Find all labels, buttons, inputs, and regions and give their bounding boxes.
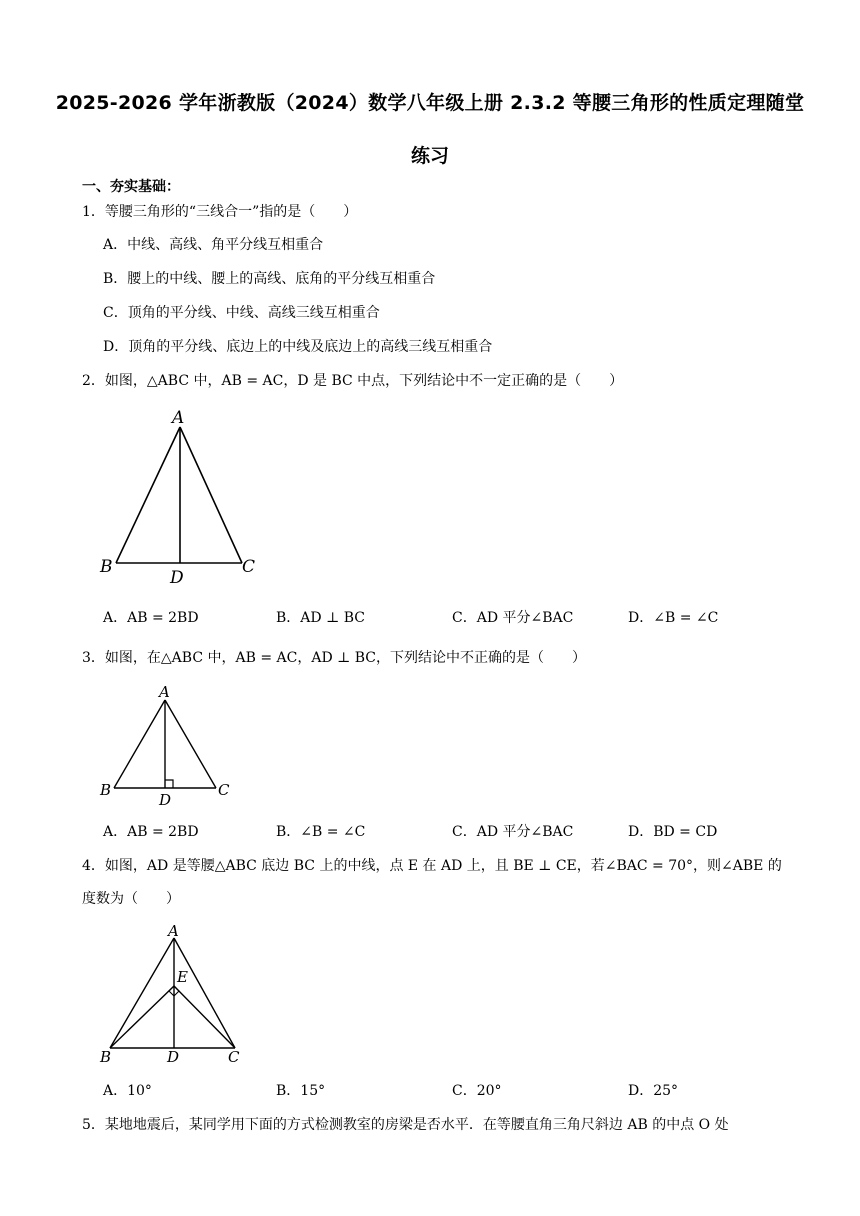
label-b: B	[100, 557, 113, 577]
page-title-continued: 练习	[410, 145, 449, 167]
question-4-stem-line-2: 度数为（ ）	[82, 891, 180, 907]
question-2-option-c: C．AD 平分∠BAC	[452, 610, 574, 626]
segment-ce	[174, 986, 235, 1048]
label-c: C	[218, 781, 230, 799]
side-ab	[116, 427, 180, 563]
question-4-stem-line-1: 4．如图，AD 是等腰△ABC 底边 BC 上的中线，点 E 在 AD 上，且 BE ⊥ CE，若∠BAC = 70°，则∠ABE 的	[82, 858, 782, 874]
question-2-option-d: D．∠B = ∠C	[628, 610, 719, 626]
right-angle-mark	[165, 780, 173, 788]
question-3-stem: 3．如图，在△ABC 中，AB = AC，AD ⊥ BC，下列结论中不正确的是（ ）	[82, 650, 587, 666]
label-e: E	[177, 968, 188, 986]
question-4-option-a: A．10°	[103, 1083, 152, 1099]
side-ab	[110, 938, 174, 1048]
question-5-stem: 5．某地地震后，某同学用下面的方式检测教室的房梁是否水平．在等腰直角三角尺斜边 AB 的中点 O 处	[82, 1117, 729, 1133]
page-title: 2025-2026 学年浙教版（2024）数学八年级上册 2.3.2 等腰三角形的性质定理随堂	[55, 92, 805, 114]
question-2-option-b: B．AD ⊥ BC	[276, 610, 365, 626]
question-3-option-b: B．∠B = ∠C	[276, 824, 366, 840]
label-c: C	[242, 557, 256, 577]
label-d: D	[167, 1048, 180, 1066]
side-ac	[174, 938, 235, 1048]
question-3-option-d: D．BD = CD	[628, 824, 718, 840]
label-a: A	[168, 922, 179, 940]
question-1-option-c: C．顶角的平分线、中线、高线三线互相重合	[103, 305, 380, 321]
question-3-option-c: C．AD 平分∠BAC	[452, 824, 574, 840]
question-2-stem: 2．如图，△ABC 中，AB = AC，D 是 BC 中点，下列结论中不一定正确的是（ ）	[82, 373, 624, 389]
question-4-option-b: B．15°	[276, 1083, 326, 1099]
question-2-option-a: A．AB = 2BD	[103, 610, 199, 626]
question-4-option-c: C．20°	[452, 1083, 502, 1099]
label-d: D	[170, 568, 184, 588]
segment-be	[110, 986, 174, 1048]
label-a: A	[159, 683, 170, 701]
question-3-option-a: A．AB = 2BD	[103, 824, 199, 840]
question-4-option-d: D．25°	[628, 1083, 679, 1099]
question-3-figure	[98, 683, 238, 808]
question-4-figure	[98, 920, 248, 1070]
question-1-option-a: A．中线、高线、角平分线互相重合	[103, 237, 324, 253]
side-ab	[114, 700, 165, 788]
label-a: A	[172, 408, 185, 428]
side-ac	[180, 427, 242, 563]
label-b: B	[100, 781, 112, 799]
label-b: B	[100, 1048, 112, 1066]
side-ac	[165, 700, 216, 788]
question-2-figure	[95, 405, 275, 588]
label-c: C	[228, 1048, 240, 1066]
question-1-option-d: D．顶角的平分线、底边上的中线及底边上的高线三线互相重合	[103, 339, 493, 355]
question-1-option-b: B．腰上的中线、腰上的高线、底角的平分线互相重合	[103, 271, 436, 287]
label-d: D	[159, 791, 172, 809]
section-heading: 一、夯实基础：	[82, 179, 180, 195]
question-1-stem: 1．等腰三角形的“三线合一”指的是（ ）	[82, 204, 358, 220]
